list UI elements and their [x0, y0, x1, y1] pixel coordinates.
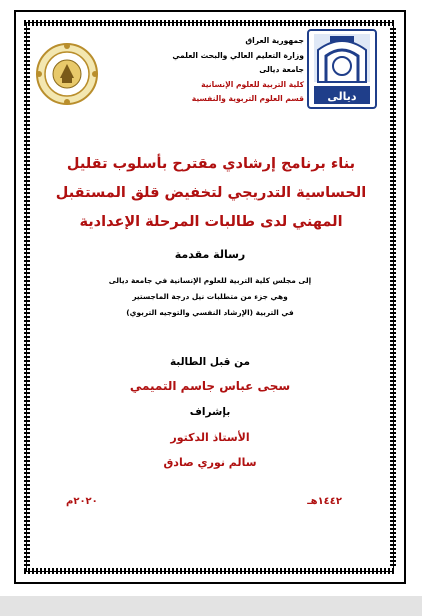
institution-university: جامعة ديالى: [259, 65, 304, 74]
viewer-footer-bar: [0, 596, 422, 616]
date-hijri: ١٤٤٢هـ: [307, 496, 342, 507]
professor-title: الأستاذ الدكتور: [170, 431, 250, 444]
college-seal-logo: [34, 34, 100, 114]
institution-ministry: وزارة التعليم العالي والبحث العلمي: [172, 50, 304, 60]
advisor-name: سالم نوري صادق: [163, 456, 257, 469]
submission-statement: [40, 273, 380, 321]
university-logo-text: ديالى: [327, 90, 357, 103]
thesis-title-line-3: المهني لدى طالبات المرحلة الإعدادية: [79, 214, 343, 230]
institution-department: قسم العلوم التربوية والنفسية: [191, 94, 304, 103]
institution-header: [108, 34, 304, 107]
university-logo: [306, 28, 378, 110]
by-student-label: من قبل الطالبة: [169, 356, 251, 368]
supervision-label: بإشراف: [189, 406, 231, 418]
submission-line-2: وهي جزء من متطلبات نيل درجة الماجستير: [132, 292, 288, 301]
thesis-type: رسالة مقدمة: [174, 248, 246, 261]
submission-line-3: في التربية (الإرشاد النفسي والتوجيه التربوي): [126, 308, 294, 317]
thesis-title: [36, 150, 386, 237]
date-gregorian: ٢٠٢٠م: [66, 496, 98, 507]
student-name: سجى عباس جاسم التميمي: [129, 379, 291, 393]
institution-country: جمهورية العراق: [245, 36, 304, 45]
thesis-title-line-1: بناء برنامج إرشادي مقترح بأسلوب تقليل: [66, 156, 356, 172]
submission-line-1: إلى مجلس كلية التربية للعلوم الإنسانية في جامعة ديالى: [108, 276, 312, 285]
thesis-title-line-2: الحساسية التدريجي لتخفيض قلق المستقبل: [55, 185, 367, 201]
institution-college: كلية التربية للعلوم الإنسانية: [201, 79, 304, 89]
